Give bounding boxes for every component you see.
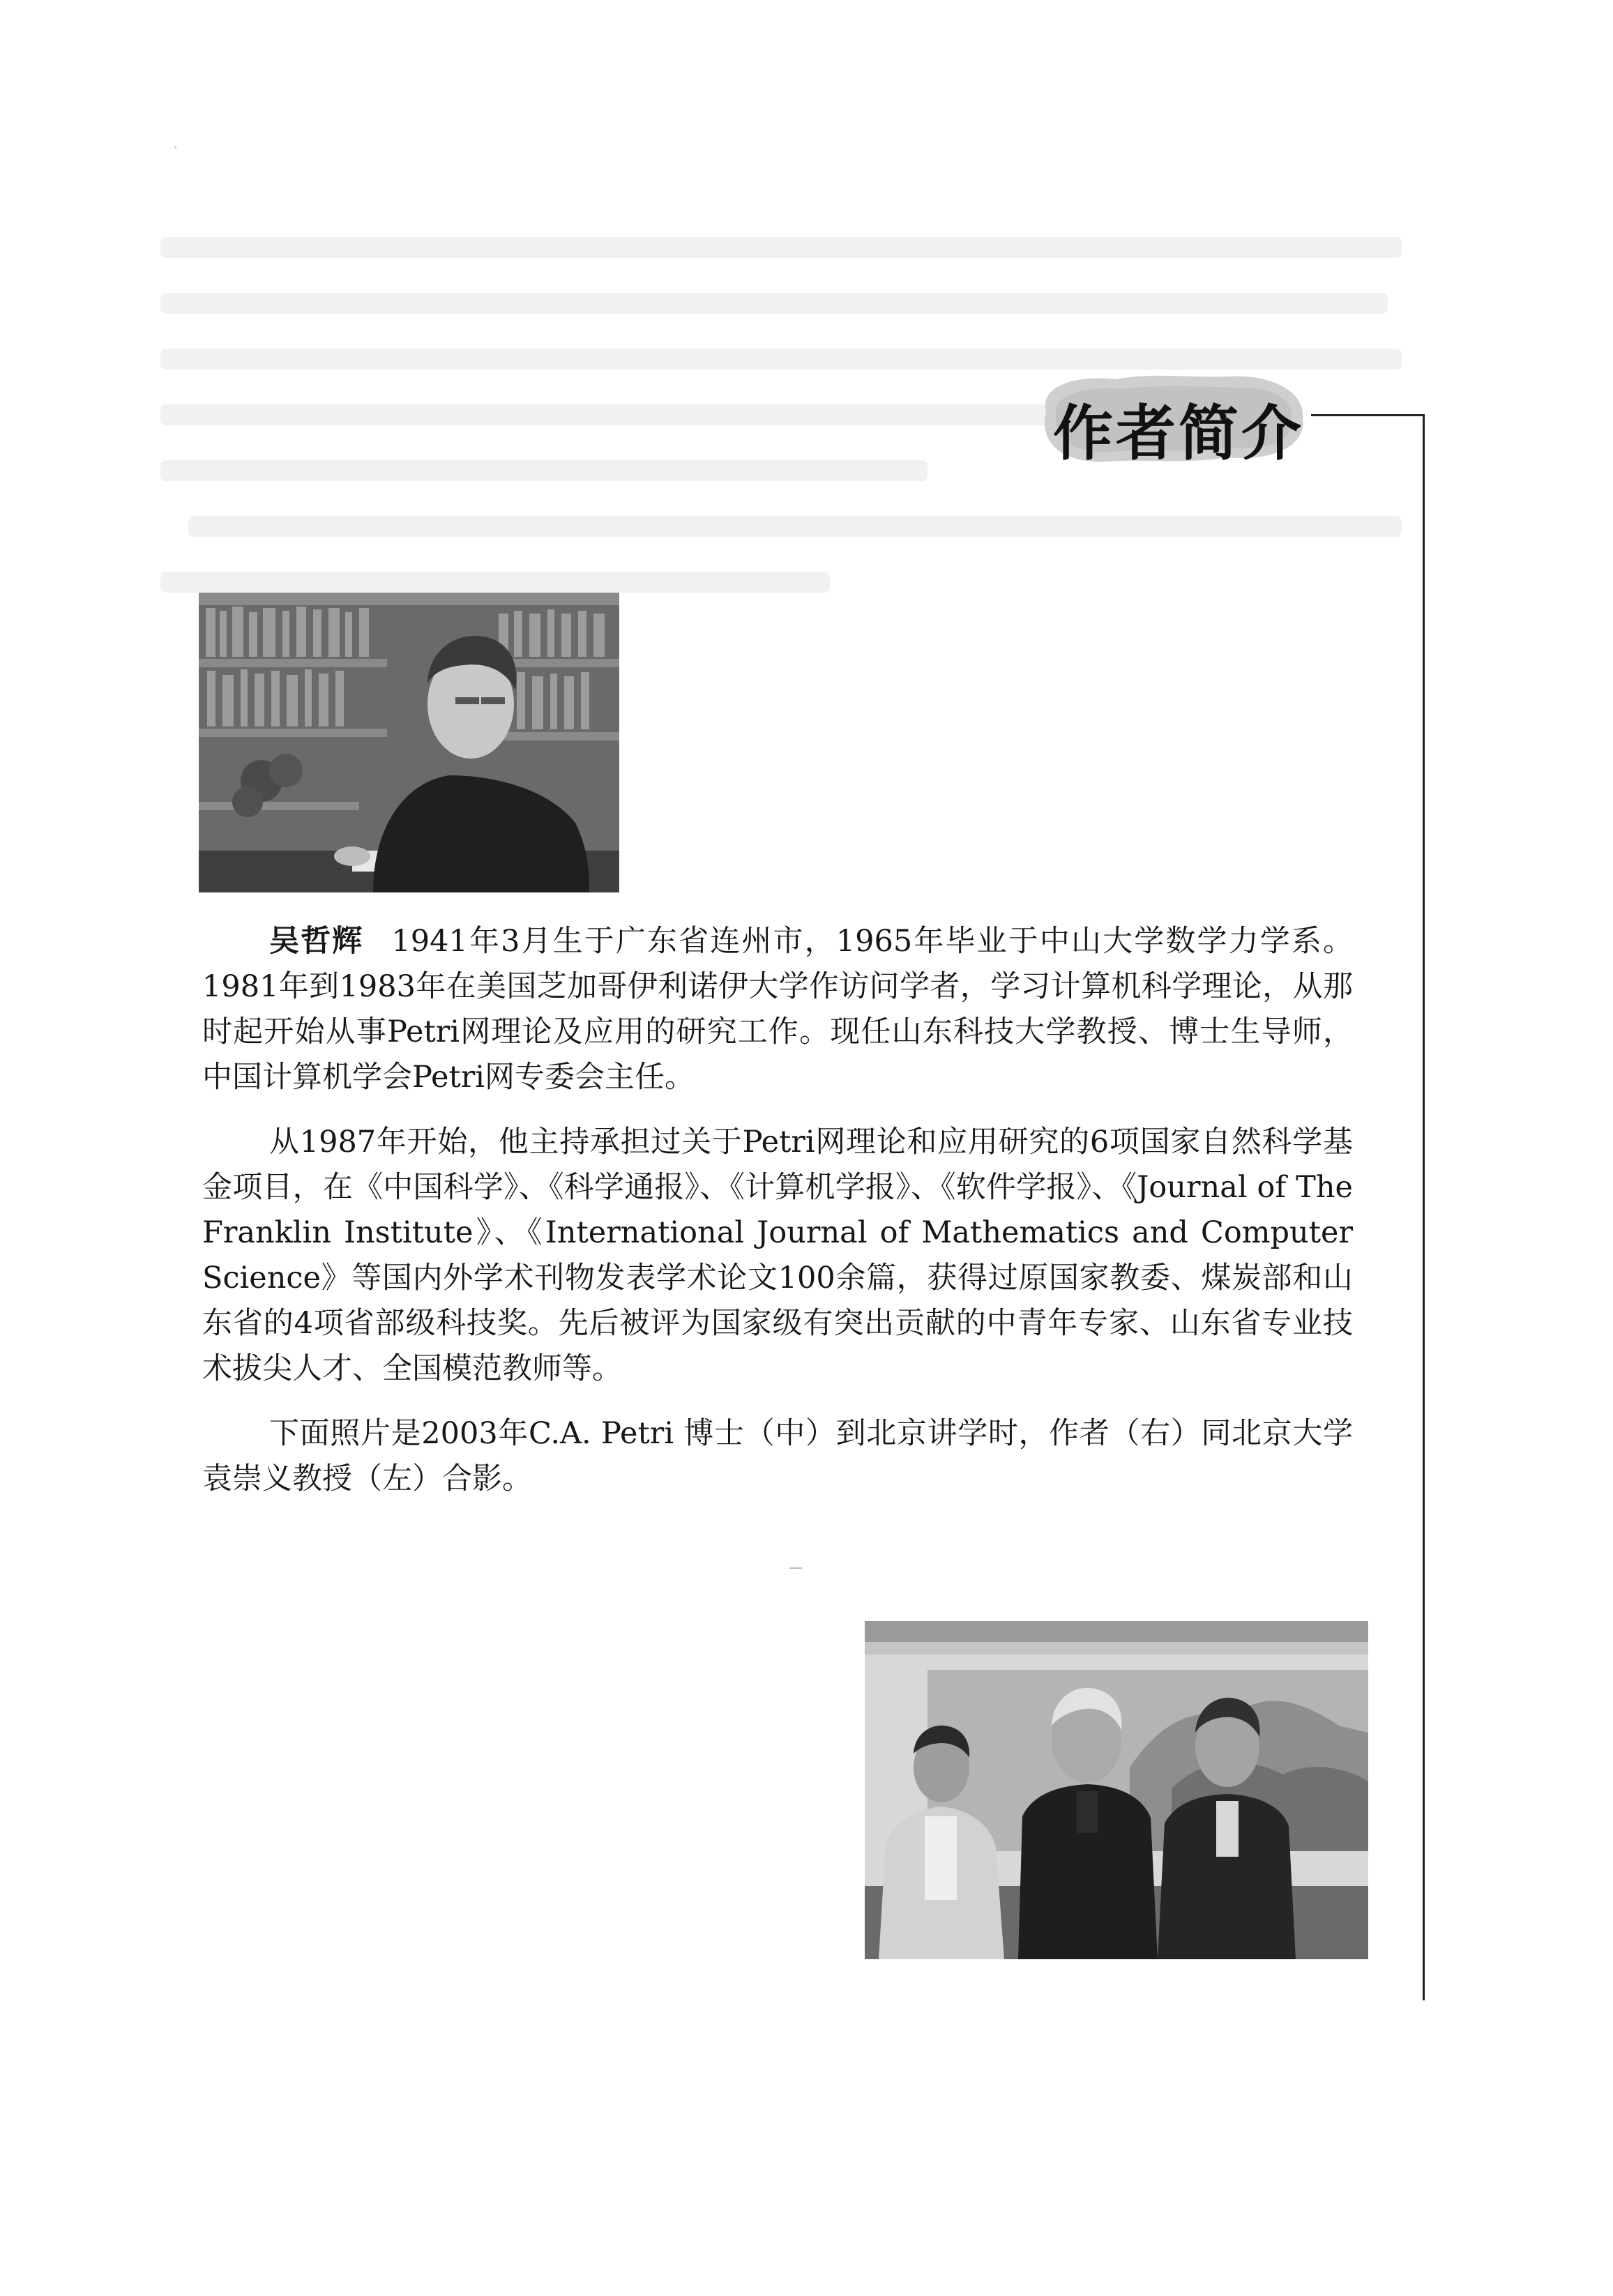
group-photo [865,1621,1368,1959]
portrait-photo [199,593,619,892]
bio-paragraph-3: 下面照片是2003年C.A. Petri 博士（中）到北京讲学时，作者（右）同北京大学袁崇义教授（左）合影。 [202,1416,1353,1496]
frame-line-vertical [1423,414,1425,2000]
author-name: 吴哲辉 [269,924,364,959]
bio-paragraph-2: 从1987年开始，他主持承担过关于Petri网理论和应用研究的6项国家自然科学基金项目，在《中国科学》、《科学通报》、《计算机学报》、《软件学报》、《Journal of The Franklin Institute》、《International Journal of Mathematics and Computer Science》等国内外学术刊物发表学术论文100余篇，获得过原国家教委、煤炭部和山东省的4项省部级科技奖。先后被评为国家级有突出贡献的中青年专家、山东省专业技术拔尖人才、全国模范教师等。 [202,1125,1353,1386]
frame-line-horizontal [1311,414,1424,416]
bio-paragraph-1 [202,919,1353,1100]
scan-speck [174,146,176,149]
section-heading-block [1032,370,1311,467]
biography [202,919,1353,1521]
bio-paragraph-1-text: 1941年3月生于广东省连州市，1965年毕业于中山大学数学力学系。1981年到1983年在美国芝加哥伊利诺伊大学作访问学者，学习计算机科学理论，从那时起开始从事Petri网理论及应用的研究工作。现任山东科技大学教授、博士生导师，中国计算机学会Petri网专委会主任。 [202,924,1354,1095]
page-title: 作者简介 [1053,398,1304,469]
scan-mark [789,1567,802,1569]
